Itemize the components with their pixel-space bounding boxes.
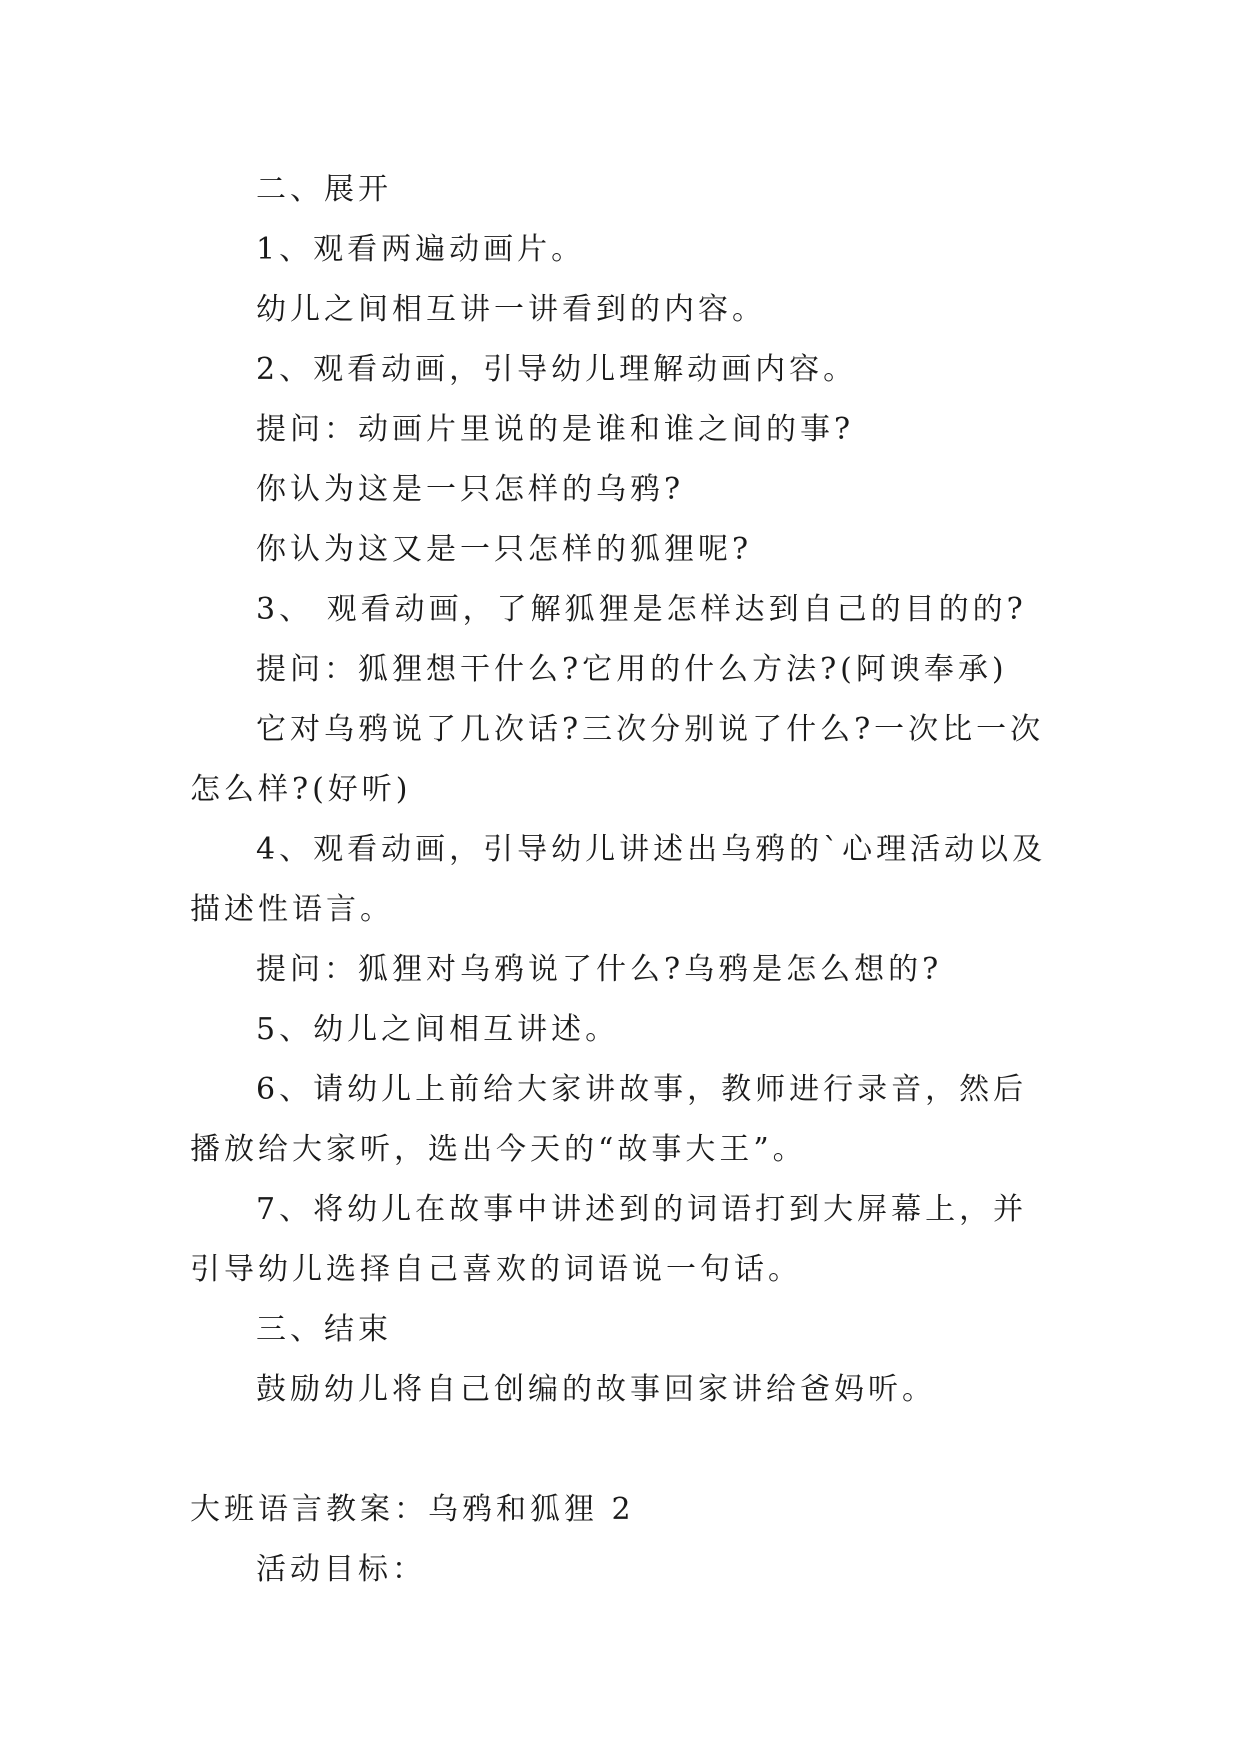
paragraph: 2、观看动画，引导幼儿理解动画内容。 <box>256 352 858 387</box>
section-title: 大班语言教案：乌鸦和狐狸 2 <box>190 1492 635 1527</box>
paragraph: 提问：动画片里说的是谁和谁之间的事? <box>256 412 855 447</box>
section-gap <box>190 1420 1060 1480</box>
paragraph: 你认为这是一只怎样的乌鸦? <box>256 472 685 507</box>
paragraph: 4、观看动画，引导幼儿讲述出乌鸦的`心理活动以及描述性语言。 <box>190 832 1047 927</box>
paragraph: 它对乌鸦说了几次话?三次分别说了什么?一次比一次怎么样?(好听) <box>190 712 1045 807</box>
paragraph: 1、观看两遍动画片。 <box>256 232 586 267</box>
paragraph: 5、幼儿之间相互讲述。 <box>256 1012 620 1047</box>
paragraph: 7、将幼儿在故事中讲述到的词语打到大屏幕上，并引导幼儿选择自己喜欢的词语说一句话。 <box>190 1192 1028 1287</box>
document-body <box>190 160 1060 1600</box>
paragraph: 鼓励幼儿将自己创编的故事回家讲给爸妈听。 <box>256 1372 936 1407</box>
paragraph: 6、请幼儿上前给大家讲故事，教师进行录音，然后播放给大家听，选出今天的“故事大王”。 <box>190 1072 1028 1167</box>
paragraph: 活动目标： <box>256 1552 426 1587</box>
paragraph: 提问：狐狸想干什么?它用的什么方法?(阿谀奉承) <box>256 652 1008 687</box>
paragraph: 幼儿之间相互讲一讲看到的内容。 <box>256 292 766 327</box>
paragraph: 3、 观看动画，了解狐狸是怎样达到自己的目的的? <box>256 592 1027 627</box>
paragraph: 你认为这又是一只怎样的狐狸呢? <box>256 532 753 567</box>
heading-end: 三、结束 <box>256 1312 392 1347</box>
heading-expand: 二、展开 <box>256 172 392 207</box>
paragraph: 提问：狐狸对乌鸦说了什么?乌鸦是怎么想的? <box>256 952 943 987</box>
